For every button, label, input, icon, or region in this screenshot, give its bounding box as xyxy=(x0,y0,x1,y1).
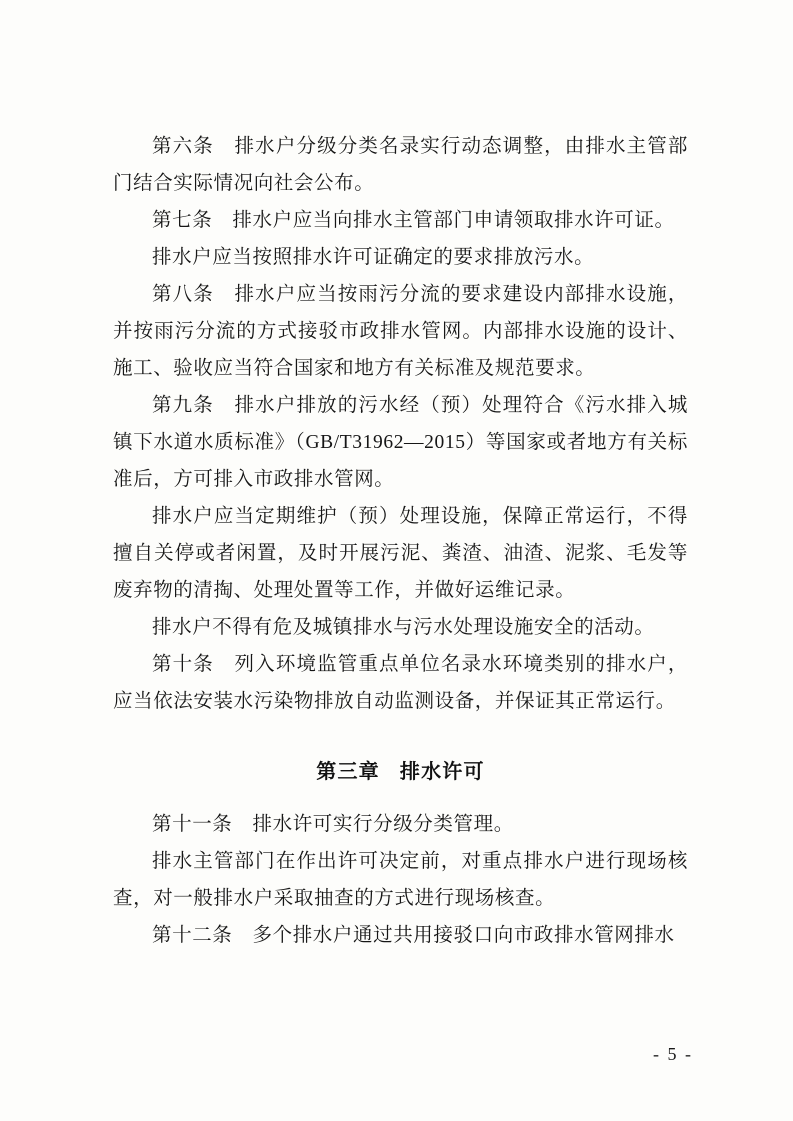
paragraph-article-6: 第六条 排水户分级分类名录实行动态调整，由排水主管部门结合实际情况向社会公布。 xyxy=(113,136,688,194)
document-body xyxy=(113,128,688,954)
paragraph-article-10: 第十条 列入环境监管重点单位名录水环境类别的排水户，应当依法安装水污染物排放自动监测设备，并保证其正常运行。 xyxy=(113,654,688,712)
paragraph-article-11: 第十一条 排水许可实行分级分类管理。 xyxy=(152,814,514,835)
paragraph-article-9: 第九条 排水户排放的污水经（预）处理符合《污水排入城镇下水道水质标准》（GB/T31962—2015）等国家或者地方有关标准后，方可排入市政排水管网。 xyxy=(113,395,688,490)
paragraph-article-7: 第七条 排水户应当向排水主管部门申请领取排水许可证。 xyxy=(152,210,675,231)
paragraph-article-7-sub: 排水户应当按照排水许可证确定的要求排放污水。 xyxy=(152,247,595,268)
paragraph-article-9-sub-1: 排水户应当定期维护（预）处理设施，保障正常运行，不得擅自关停或者闲置，及时开展污泥、粪渣、油渣、泥浆、毛发等废弃物的清掏、处理处置等工作，并做好运维记录。 xyxy=(113,506,688,601)
chapter-number: 第三章 xyxy=(316,761,380,783)
paragraph-article-8: 第八条 排水户应当按雨污分流的要求建设内部排水设施，并按雨污分流的方式接驳市政排水管网。内部排水设施的设计、施工、验收应当符合国家和地方有关标准及规范要求。 xyxy=(113,284,688,379)
paragraph-article-12: 第十二条 多个排水户通过共用接驳口向市政排水管网排水 xyxy=(152,925,675,946)
paragraph-article-9-sub-2: 排水户不得有危及城镇排水与污水处理设施安全的活动。 xyxy=(152,617,655,638)
chapter-heading xyxy=(113,754,688,790)
paragraph-article-11-sub: 排水主管部门在作出许可决定前，对重点排水户进行现场核查，对一般排水户采取抽查的方式进行现场核查。 xyxy=(113,851,688,909)
chapter-title: 排水许可 xyxy=(399,761,485,783)
page-number: - 5 - xyxy=(653,1044,693,1064)
